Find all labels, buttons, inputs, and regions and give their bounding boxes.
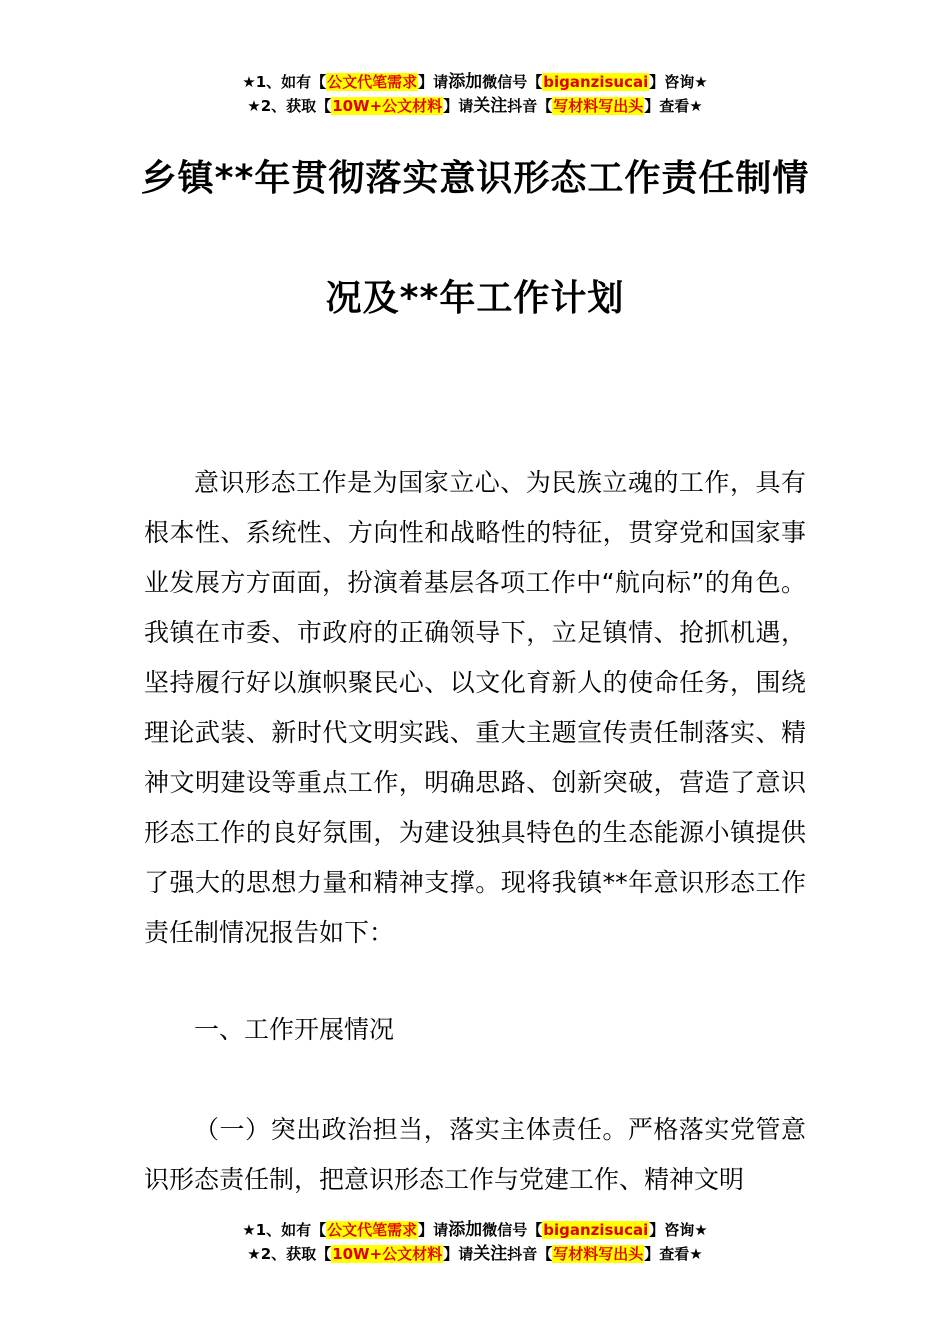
douyin-account: 写材料写出头 xyxy=(553,1245,644,1263)
promo-line-1: ★1、如有【公文代笔需求】请添加微信号【biganzisucai】咨询★ xyxy=(242,72,708,92)
document-title-line-2: 况及**年工作计划 xyxy=(325,278,625,319)
promo-line-2: ★2、获取【10W+公文材料】请关注抖音【写材料写出头】查看★ xyxy=(247,96,703,116)
promo-highlight: 公文代笔需求 xyxy=(327,1221,418,1239)
douyin-account: 写材料写出头 xyxy=(553,97,644,115)
wechat-id: biganzisucai xyxy=(543,1221,649,1239)
wechat-id: biganzisucai xyxy=(543,73,649,91)
section-heading: 一、工作开展情况 xyxy=(194,1015,395,1044)
promo-highlight: 公文代笔需求 xyxy=(327,73,418,91)
promo-banner-top xyxy=(0,70,950,118)
document-title-line-1: 乡镇**年贯彻落实意识形态工作责任制情 xyxy=(140,158,810,199)
promo-line-2: ★2、获取【10W+公文材料】请关注抖音【写材料写出头】查看★ xyxy=(247,1244,703,1264)
subsection-paragraph: （一）突出政治担当，落实主体责任。严格落实党管意识形态责任制，把意识形态工作与党建工作、精神文明 xyxy=(144,1115,806,1194)
promo-line-1: ★1、如有【公文代笔需求】请添加微信号【biganzisucai】咨询★ xyxy=(242,1220,708,1240)
promo-highlight: 10W+公文材料 xyxy=(332,97,443,115)
promo-highlight: 10W+公文材料 xyxy=(332,1245,443,1263)
promo-banner-bottom xyxy=(0,1218,950,1266)
intro-paragraph: 意识形态工作是为国家立心、为民族立魂的工作，具有根本性、系统性、方向性和战略性的特征，贯穿党和国家事业发展方方面面，扮演着基层各项工作中“航向标”的角色。我镇在市委、市政府的正确领导下，立足镇情、抢抓机遇，坚持履行好以旗帜聚民心、以文化育新人的使命任务，围绕理论武装、新时代文明实践、重大主题宣传责任制落实、精神文明建设等重点工作，明确思路、创新突破，营造了意识形态工作的良好氛围，为建设独具特色的生态能源小镇提供了强大的思想力量和精神支撑。现将我镇**年意识形态工作责任制情况报告如下： xyxy=(144,468,806,947)
